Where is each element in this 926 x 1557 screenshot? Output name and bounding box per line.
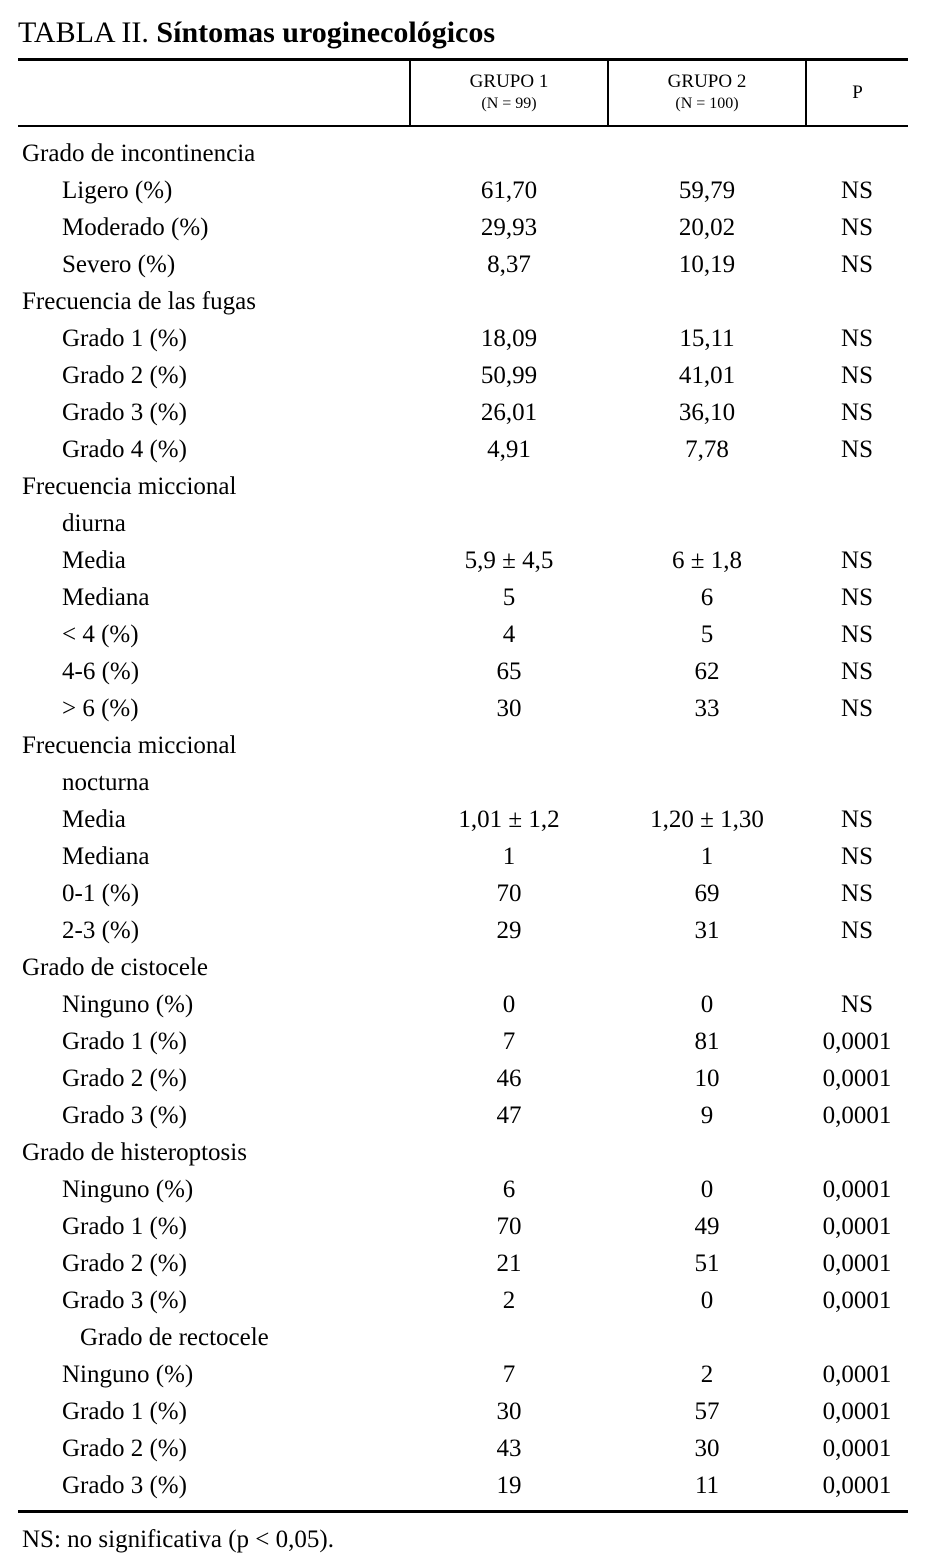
cell-p-value [806, 283, 908, 320]
cell-p-value [806, 1319, 908, 1356]
cell-p-value: NS [841, 806, 873, 833]
cell-p-value: 0,0001 [822, 1102, 892, 1129]
cell-p-value: NS [841, 436, 873, 463]
row-label: Grado 1 (%) [62, 1028, 187, 1055]
cell-g1: 1 [502, 843, 516, 870]
cell-g2: 2 [700, 1361, 714, 1388]
cell-g2: 33 [694, 695, 720, 722]
column-header-p: P [806, 60, 908, 127]
cell-g1 [410, 126, 608, 172]
table-row [18, 542, 908, 579]
row-label: Media [62, 547, 126, 574]
cell-g2: 81 [694, 1028, 720, 1055]
cell-g1: 4 [502, 621, 516, 648]
row-label: Grado 2 (%) [62, 1065, 187, 1092]
cell-g2: 9 [700, 1102, 714, 1129]
cell-p-value: NS [841, 584, 873, 611]
cell-g2: 0 [700, 991, 714, 1018]
cell-g2: 10 [694, 1065, 720, 1092]
cell-g2: 20,02 [678, 214, 736, 241]
table-row [18, 764, 908, 801]
row-label: Grado de histeroptosis [22, 1139, 247, 1166]
cell-g1: 7 [502, 1361, 516, 1388]
table-row [18, 172, 908, 209]
row-label: Mediana [62, 843, 150, 870]
row-label: Grado 4 (%) [62, 436, 187, 463]
table-row [18, 126, 908, 172]
cell-g1 [410, 505, 608, 542]
row-label: Grado 3 (%) [62, 1102, 187, 1129]
table-row [18, 1245, 908, 1282]
cell-p-value [806, 1134, 908, 1171]
cell-g1: 26,01 [480, 399, 538, 426]
cell-g1: 46 [496, 1065, 522, 1092]
cell-p-value: 0,0001 [822, 1028, 892, 1055]
table-row [18, 1282, 908, 1319]
cell-g1 [410, 764, 608, 801]
group1-name: GRUPO 1 [469, 71, 549, 92]
table-header [18, 60, 908, 127]
cell-p-value: 0,0001 [822, 1065, 892, 1092]
cell-g2: 7,78 [685, 436, 729, 463]
cell-g2: 31 [694, 917, 720, 944]
cell-g1 [410, 949, 608, 986]
row-label: Grado 2 (%) [62, 1250, 187, 1277]
cell-g2: 0 [700, 1287, 714, 1314]
cell-g2 [608, 727, 806, 764]
cell-g2: 11 [694, 1472, 720, 1499]
row-label: Grado 1 (%) [62, 1398, 187, 1425]
cell-g1 [410, 1134, 608, 1171]
column-header-group1 [410, 60, 608, 127]
cell-p-value [806, 468, 908, 505]
table-row [18, 246, 908, 283]
row-label: Grado de rectocele [80, 1324, 269, 1351]
table-row [18, 320, 908, 357]
urogynecological-symptoms-table [18, 58, 908, 1504]
cell-g1: 19 [496, 1472, 522, 1499]
row-label: nocturna [62, 769, 150, 796]
table-row [18, 653, 908, 690]
row-label: diurna [62, 510, 126, 537]
table-number: TABLA II. [18, 16, 149, 49]
table-row [18, 1430, 908, 1467]
row-label: Grado de cistocele [22, 954, 209, 981]
table-row [18, 1171, 908, 1208]
cell-g2 [608, 1319, 806, 1356]
cell-g1: 18,09 [480, 325, 538, 352]
cell-p-value: 0,0001 [822, 1398, 892, 1425]
cell-g1: 4,91 [487, 436, 531, 463]
cell-p-value: NS [841, 991, 873, 1018]
table-row [18, 1208, 908, 1245]
row-label: > 6 (%) [62, 695, 139, 722]
cell-g1: 6 [502, 1176, 516, 1203]
table-footnote: NS: no significativa (p < 0,05). [22, 1526, 334, 1553]
cell-p-value: NS [841, 251, 873, 278]
cell-p-value [806, 764, 908, 801]
cell-g1: 70 [496, 1213, 522, 1240]
table-row [18, 1097, 908, 1134]
row-label: 4-6 (%) [62, 658, 140, 685]
row-label: Grado 3 (%) [62, 1287, 187, 1314]
row-label: Grado 2 (%) [62, 362, 187, 389]
table-row [18, 912, 908, 949]
table-row [18, 431, 908, 468]
cell-g1: 5 [502, 584, 516, 611]
cell-g2: 36,10 [678, 399, 736, 426]
cell-p-value: 0,0001 [822, 1213, 892, 1240]
cell-g1: 70 [496, 880, 522, 907]
page-title [18, 14, 908, 52]
cell-p-value [806, 505, 908, 542]
table-row [18, 1356, 908, 1393]
table-row [18, 1134, 908, 1171]
row-label: Moderado (%) [62, 214, 209, 241]
cell-g1: 2 [502, 1287, 516, 1314]
cell-g2 [608, 468, 806, 505]
table-row [18, 1467, 908, 1504]
cell-g2: 57 [694, 1398, 720, 1425]
table-caption: Síntomas uroginecológicos [156, 16, 496, 49]
cell-g1: 29 [496, 917, 522, 944]
cell-g2 [608, 126, 806, 172]
cell-p-value [806, 126, 908, 172]
cell-g2: 1,20 ± 1,30 [650, 806, 764, 833]
cell-g1 [410, 1319, 608, 1356]
cell-g2: 10,19 [678, 251, 736, 278]
cell-g2: 49 [694, 1213, 720, 1240]
row-label: Ligero (%) [62, 177, 173, 204]
cell-g2: 51 [694, 1250, 720, 1277]
cell-p-value [806, 727, 908, 764]
row-label: Grado 2 (%) [62, 1435, 187, 1462]
cell-g2: 30 [694, 1435, 720, 1462]
cell-g1: 21 [496, 1250, 522, 1277]
row-label: 2-3 (%) [62, 917, 140, 944]
cell-p-value: NS [841, 325, 873, 352]
table-row [18, 505, 908, 542]
table-row [18, 209, 908, 246]
cell-g1: 65 [496, 658, 522, 685]
cell-g2 [608, 764, 806, 801]
group2-name: GRUPO 2 [667, 71, 747, 92]
cell-g2 [608, 283, 806, 320]
cell-g2: 69 [694, 880, 720, 907]
row-label: Severo (%) [62, 251, 176, 278]
cell-g1: 47 [496, 1102, 522, 1129]
cell-p-value: 0,0001 [822, 1435, 892, 1462]
table-row [18, 616, 908, 653]
cell-p-value: 0,0001 [822, 1287, 892, 1314]
table-row [18, 838, 908, 875]
cell-g1: 1,01 ± 1,2 [458, 806, 560, 833]
table-row [18, 801, 908, 838]
cell-p-value: NS [841, 917, 873, 944]
cell-p-value: 0,0001 [822, 1250, 892, 1277]
cell-g1: 43 [496, 1435, 522, 1462]
table-body [18, 126, 908, 1504]
cell-p-value: 0,0001 [822, 1472, 892, 1499]
cell-g1 [410, 727, 608, 764]
cell-p-value: NS [841, 399, 873, 426]
table-row [18, 579, 908, 616]
row-label: Frecuencia de las fugas [22, 288, 256, 315]
cell-p-value: 0,0001 [822, 1176, 892, 1203]
row-label: Ninguno (%) [62, 1361, 194, 1388]
table-row [18, 1319, 908, 1356]
table-row [18, 875, 908, 912]
table-row [18, 283, 908, 320]
cell-p-value: NS [841, 658, 873, 685]
cell-g1: 30 [496, 695, 522, 722]
cell-g2: 6 ± 1,8 [672, 547, 742, 574]
row-label: Ninguno (%) [62, 1176, 194, 1203]
cell-p-value: NS [841, 695, 873, 722]
cell-g1: 61,70 [480, 177, 538, 204]
cell-g2: 0 [700, 1176, 714, 1203]
table-row [18, 727, 908, 764]
cell-p-value: NS [841, 362, 873, 389]
row-label: Grado 3 (%) [62, 399, 187, 426]
table-row [18, 468, 908, 505]
row-label: Grado 3 (%) [62, 1472, 187, 1499]
row-label: Ninguno (%) [62, 991, 194, 1018]
cell-g2 [608, 949, 806, 986]
cell-p-value: NS [841, 880, 873, 907]
row-label: Frecuencia miccional [22, 473, 237, 500]
row-label: Grado de incontinencia [22, 140, 256, 167]
cell-g1: 50,99 [480, 362, 538, 389]
table-row [18, 394, 908, 431]
table-row [18, 1060, 908, 1097]
cell-g1: 7 [502, 1028, 516, 1055]
cell-p-value: NS [841, 621, 873, 648]
cell-p-value: NS [841, 547, 873, 574]
cell-g2: 59,79 [678, 177, 736, 204]
cell-p-value: 0,0001 [822, 1361, 892, 1388]
row-label: Mediana [62, 584, 150, 611]
cell-p-value: NS [841, 214, 873, 241]
cell-g2: 15,11 [679, 325, 735, 352]
cell-g1: 0 [502, 991, 516, 1018]
cell-g2: 5 [700, 621, 714, 648]
group1-count: (N = 99) [481, 95, 537, 112]
cell-g1: 29,93 [480, 214, 538, 241]
column-header-group2 [608, 60, 806, 127]
cell-g1 [410, 283, 608, 320]
table-row [18, 986, 908, 1023]
cell-g1: 5,9 ± 4,5 [464, 547, 554, 574]
cell-g2: 6 [700, 584, 714, 611]
cell-g2 [608, 1134, 806, 1171]
table-row [18, 1023, 908, 1060]
row-label: 0-1 (%) [62, 880, 140, 907]
cell-p-value [806, 949, 908, 986]
group2-count: (N = 100) [675, 95, 739, 112]
cell-p-value: NS [841, 177, 873, 204]
table-row [18, 357, 908, 394]
row-label: Grado 1 (%) [62, 1213, 187, 1240]
cell-g2: 1 [700, 843, 714, 870]
cell-g2: 62 [694, 658, 720, 685]
cell-p-value: NS [841, 843, 873, 870]
table-row [18, 690, 908, 727]
row-label: Frecuencia miccional [22, 732, 237, 759]
column-header-label [18, 60, 410, 127]
cell-g2 [608, 505, 806, 542]
cell-g1: 8,37 [487, 251, 531, 278]
cell-g1 [410, 468, 608, 505]
row-label: Media [62, 806, 126, 833]
row-label: Grado 1 (%) [62, 325, 187, 352]
cell-g2: 41,01 [678, 362, 736, 389]
row-label: < 4 (%) [62, 621, 139, 648]
table-row [18, 1393, 908, 1430]
table-row [18, 949, 908, 986]
cell-g1: 30 [496, 1398, 522, 1425]
